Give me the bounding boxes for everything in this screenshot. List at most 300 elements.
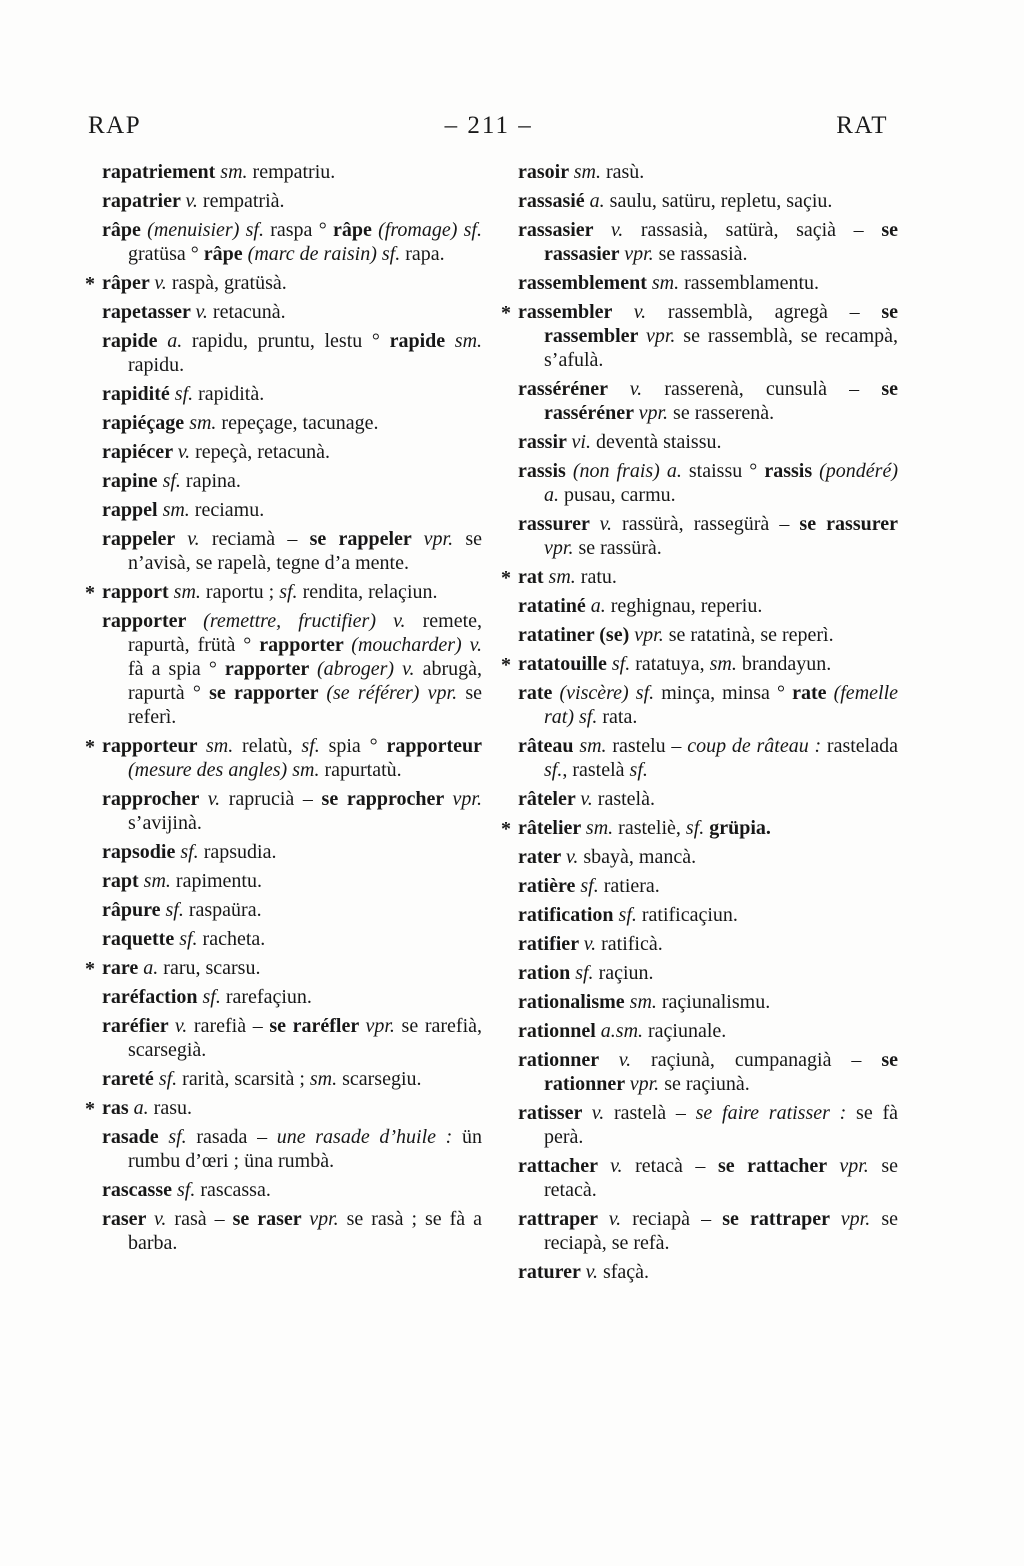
headword: rattacher [518,1155,611,1177]
headword: rassis [518,460,573,482]
pos-label: v. [565,846,579,868]
dictionary-entry [518,459,898,507]
dictionary-entry [102,1207,482,1255]
headword: rapidité [102,383,175,405]
headword: se rapporter [209,682,327,704]
translation-text: rempatriu. [247,161,336,183]
pos-label: sf. [162,470,181,492]
text-columns [85,160,899,1289]
headword: se rapprocher [321,788,453,810]
dictionary-entry [102,1067,482,1091]
pos-label: sf. [279,581,298,603]
dictionary-entry [501,652,898,676]
pos-label: sm. [143,870,171,892]
pos-label: vpr. [839,1155,869,1177]
dictionary-entry [518,874,898,898]
headword: ratatouille [518,653,612,675]
dictionary-entry [518,845,898,869]
pos-label: sf. [629,759,648,781]
translation-text: minça, minsa ° [654,682,793,704]
headword: rare [102,957,144,979]
dictionary-entry [102,840,482,864]
pos-label: sf. [685,817,705,839]
pos-label: sm. [309,1068,338,1090]
dictionary-entry [102,440,482,464]
headword: râteau [518,735,580,757]
pos-label: vpr. [634,624,664,646]
pos-label: sf. [174,383,194,405]
pos-label: v. [185,190,198,212]
pos-label: v. [599,513,612,535]
headword: ratatiné [518,595,591,617]
pos-label: sf. [202,986,221,1008]
headword: rappel [102,499,163,521]
headword: se rasséréner [544,378,898,424]
headword: rationner [518,1049,619,1071]
dictionary-entry [102,898,482,922]
pos-label: sm. [173,581,201,603]
pos-label: (se référer) vpr. [326,682,458,704]
dictionary-entry [85,580,482,604]
translation-text: rascassa. [195,1179,271,1201]
dictionary-entry [518,218,898,266]
pos-label: sf. [179,928,198,950]
headword: rationalisme [518,991,630,1013]
headword: se rappeler [309,528,424,550]
translation-text: rarefià – [187,1015,270,1037]
pos-label: sf. [180,841,199,863]
pos-label: vi. [571,431,591,453]
headword: raturer [518,1261,586,1283]
pos-label: sm. [162,499,190,521]
headword: rapsodie [102,841,181,863]
headword: rappeler [102,528,188,550]
star-marker: * [85,273,95,295]
translation-text: rassürà, rassegürà – [611,513,800,535]
translation-text: raru, scarsu. [158,957,261,979]
dictionary-entry [102,329,482,377]
headword: rassembler [518,301,634,323]
dictionary-entry [501,300,898,372]
translation-text: rastelu – [606,735,688,757]
pos-label: sm. [548,566,576,588]
headword: râpe [102,219,148,241]
translation-text: rapurtatù. [319,759,402,781]
dictionary-entry [102,1178,482,1202]
translation-text: rasà – [166,1208,233,1230]
dictionary-entry [102,527,482,575]
dictionary-entry [518,1154,898,1202]
translation-text: abrugà, rapurtà ° [128,658,482,704]
pos-label: (menuisier) sf. [147,219,264,241]
translation-text: fà a spia ° [128,658,225,680]
pos-label: sf. [168,1126,187,1148]
translation-text: rastelà – [604,1102,696,1124]
translation-text: se raçiunà. [659,1073,750,1095]
headword: rapiéçage [102,412,190,434]
translation-text: rapina. [180,470,241,492]
headword: rasséréner [518,378,630,400]
headword: râpe [203,243,248,265]
pos-label: sm. [629,991,657,1013]
translation-text: sbayà, mancà. [578,846,697,868]
headword: rassurer [518,513,600,535]
headword: rater [518,846,566,868]
pos-label: v. [177,441,191,463]
dictionary-entry [102,927,482,951]
translation-text: , rastelà [562,759,630,781]
dictionary-entry [518,932,898,956]
headword: rapport [102,581,174,603]
translation-text: repeçà, retacunà. [190,441,331,463]
headword: raréfier [102,1015,175,1037]
translation-text: ratificaçiun. [636,904,738,926]
headword: se rattacher [717,1155,840,1177]
headword: rapporter [224,658,318,680]
pos-label: vpr. [452,788,482,810]
star-marker: * [85,736,95,758]
pos-label: sm. [651,272,680,294]
headword: ras [102,1097,134,1119]
headword: rapide [389,330,455,352]
translation-text: se reciapà, se refà. [544,1208,898,1254]
dictionary-entry [518,160,898,184]
pos-label: v. [618,1049,632,1071]
translation-text: s’avijinà. [128,812,202,834]
translation-text: rasu. [148,1097,192,1119]
pos-label: coup de râteau : [687,735,822,757]
headword: raser [102,1208,155,1230]
dictionary-entry [102,189,482,213]
headword: raquette [102,928,180,950]
pos-label: (viscère) sf. [559,682,655,704]
pos-label: vpr. [645,325,676,347]
headword: rapiécer [102,441,178,463]
translation-text: rassasià, satürà, saçià – [623,219,882,241]
pos-label: sm. [585,817,614,839]
headword: ration [518,962,576,984]
headword: ratifier [518,933,584,955]
headword: râteler [518,788,581,810]
page-number: – 211 – [444,112,533,139]
pos-label: (non frais) a. [572,460,682,482]
dictionary-entry [85,271,482,295]
translation-text: se rassemblà, se recampà, s’afulà. [544,325,898,371]
pos-label: vpr. [544,537,574,559]
translation-text: rapa. [400,243,445,265]
headword: rareté [102,1068,159,1090]
translation-text: rastelada [821,735,898,757]
pos-label: v. [629,378,643,400]
translation-text: reciapà – [621,1208,723,1230]
pos-label: sf. [165,899,184,921]
translation-text: gratüsa ° [128,243,204,265]
pos-label: vpr. [629,1073,660,1095]
translation-text: staissu ° [681,460,765,482]
dictionary-entry [102,609,482,729]
pos-label: a. [590,595,606,617]
pos-label: a. [133,1097,149,1119]
headword: râpe [332,219,379,241]
dictionary-entry [518,512,898,560]
translation-text: rapimentu. [170,870,262,892]
headword: rate [518,682,560,704]
translation-text: raspa ° [263,219,333,241]
pos-label: se faire ratisser : [695,1102,847,1124]
dictionary-entry [501,565,898,589]
dictionary-entry [518,594,898,618]
translation-text: scarsegiu. [337,1068,422,1090]
pos-label: (remettre, fructifier) v. [203,610,406,632]
dictionary-entry [518,1019,898,1043]
headword: rattraper [518,1208,609,1230]
translation-text: ratu. [575,566,617,588]
pos-label: a.sm. [600,1020,644,1042]
translation-text: reciamu. [189,499,265,521]
pos-label: sm. [189,412,217,434]
pos-label: v. [195,301,208,323]
translation-text: rapidu. [128,354,185,376]
right-column [501,160,899,1289]
translation-text: ün rumbu d’œri ; üna rumbà. [128,1126,483,1172]
pos-label: vpr. [624,243,654,265]
headword: se raréfler [269,1015,366,1037]
translation-text: retacà – [622,1155,718,1177]
translation-text: rasù. [600,161,645,183]
star-marker: * [85,582,95,604]
pos-label: sf. [544,759,563,781]
translation-text: raçiunalismu. [656,991,771,1013]
headword: rapetasser [102,301,196,323]
running-header [88,112,888,140]
guide-word-right: RAT [836,112,888,139]
translation-text: reghignau, reperiu. [605,595,763,617]
translation-text: rempatrià. [197,190,285,212]
dictionary-entry [102,411,482,435]
translation-text: se rasserenà. [668,402,775,424]
dictionary-entry [518,961,898,985]
dictionary-entry [102,160,482,184]
translation-text: ratatuya, [630,653,710,675]
headword: râtelier [518,817,586,839]
headword: ratification [518,904,619,926]
translation-text: rapsudia. [198,841,277,863]
translation-text: se rarefià, scarsegià. [128,1015,483,1061]
translation-text: se retacà. [544,1155,899,1201]
pos-label: (marc de raisin) sf. [247,243,401,265]
headword: rasade [102,1126,169,1148]
translation-text: rendita, relaçiun. [297,581,438,603]
star-marker: * [501,654,511,676]
dictionary-entry [518,1260,898,1284]
pos-label: sf. [611,653,631,675]
pos-label: sm. [206,735,234,757]
dictionary-entry [518,1207,898,1255]
translation-text: reciamà – [199,528,310,550]
dictionary-entry [518,623,898,647]
headword: rassasier [518,219,611,241]
dictionary-entry [518,271,898,295]
translation-text: rapidu, pruntu, lestu ° [182,330,390,352]
translation-text: rarefaçiun. [220,986,312,1008]
translation-text: se rassasià. [653,243,748,265]
translation-text: ratiera. [598,875,660,897]
headword: se rassasier [544,219,898,265]
dictionary-entry [518,377,898,425]
dictionary-entry [102,498,482,522]
dictionary-entry [102,382,482,406]
translation-text: raportu ; [200,581,280,603]
translation-text: se rasà ; se fà a barba. [128,1208,482,1254]
headword: rascasse [102,1179,177,1201]
pos-label: v. [583,933,597,955]
guide-word-left: RAP [88,112,142,139]
dictionary-entry [518,734,898,782]
translation-text: sfaçà. [597,1261,650,1283]
pos-label: (fromage) sf. [378,219,482,241]
pos-label: a. [143,957,159,979]
translation-text: se ratatinà, se reperì. [663,624,834,646]
pos-label: v. [174,1015,188,1037]
dictionary-entry [518,1048,898,1096]
pos-label: vpr. [365,1015,395,1037]
translation-text: rasada – [186,1126,277,1148]
pos-label: sm. [454,330,483,352]
translation-text: rasserenà, cunsulà – [642,378,882,400]
dictionary-entry [501,816,898,840]
headword: ratatiner (se) [518,624,635,646]
pos-label: sf. [580,875,599,897]
headword: râper [102,272,155,294]
translation-text: pusau, carmu. [559,484,676,506]
headword: rationnel [518,1020,601,1042]
dictionary-entry [102,985,482,1009]
headword: rapporteur [386,735,482,757]
pos-label: v. [154,1208,167,1230]
dictionary-entry [518,681,898,729]
pos-label: v. [610,219,624,241]
translation-text: deventà staissu. [590,431,722,453]
pos-label: sf. [176,1179,196,1201]
pos-label: v. [610,1155,623,1177]
pos-label: sf. [618,904,637,926]
dictionary-entry [518,990,898,1014]
pos-label: sm. [709,653,737,675]
pos-label: v. [633,301,647,323]
translation-text: se rassürà. [573,537,662,559]
headword: se rattraper [722,1208,841,1230]
pos-label: vpr. [638,402,669,424]
pos-label: vpr. [309,1208,339,1230]
translation-text: se n’avisà, se rapelà, tegne d’a mente. [128,528,483,574]
translation-text: rata. [597,706,638,728]
translation-text: retacunà. [207,301,286,323]
dictionary-entry [85,1096,482,1120]
left-column [85,160,483,1289]
headword: râpure [102,899,166,921]
dictionary-entry [518,903,898,927]
headword: rassasié [518,190,590,212]
pos-label: v. [591,1102,605,1124]
dictionary-entry [102,300,482,324]
star-marker: * [501,567,511,589]
headword: raréfaction [102,986,203,1008]
star-marker: * [501,302,511,324]
dictionary-entry [102,1125,482,1173]
dictionary-entry [85,734,482,782]
dictionary-entry [102,869,482,893]
star-marker: * [85,958,95,980]
dictionary-entry [518,787,898,811]
pos-label: v. [608,1208,622,1230]
pos-label: sm. [579,735,607,757]
pos-label: (abroger) v. [317,658,415,680]
headword: se raser [232,1208,310,1230]
headword: se rassurer [799,513,898,535]
star-marker: * [501,818,511,840]
translation-text: rasteliè, [613,817,686,839]
pos-label: a. [589,190,605,212]
translation-text: relatù, [233,735,302,757]
pos-label: (moucharder) v. [351,634,482,656]
translation-text: ratificà. [596,933,663,955]
dictionary-entry [102,1014,482,1062]
headword: ratière [518,875,581,897]
headword: rassemblement [518,272,652,294]
translation-text: rarità, scarsità ; [177,1068,310,1090]
headword: rapprocher [102,788,208,810]
pos-label: v. [585,1261,598,1283]
dictionary-entry [102,469,482,493]
pos-label: v. [187,528,200,550]
translation-text: saulu, satüru, repletu, saçiu. [604,190,833,212]
pos-label: v. [154,272,167,294]
translation-text: remete, rapurtà, frütà ° [128,610,482,656]
translation-text: brandayun. [736,653,832,675]
translation-text: rassemblamentu. [679,272,820,294]
headword: grüpia. [704,817,771,839]
headword: rapine [102,470,163,492]
pos-label: v. [207,788,221,810]
translation-text: se fà perà. [544,1102,898,1148]
dictionary-entry [85,956,482,980]
translation-text: rassemblà, agregà – [646,301,882,323]
headword: rassis [764,460,820,482]
headword: rate [792,682,834,704]
headword: se rassembler [544,301,898,347]
pos-label: une rasade d’huile : [276,1126,453,1148]
translation-text: repeçage, tacunage. [216,412,379,434]
translation-text: racheta. [197,928,266,950]
translation-text: raspaüra. [183,899,262,921]
pos-label: (pondéré) a. [544,460,898,506]
translation-text: rastelà. [592,788,655,810]
dictionary-entry [518,1101,898,1149]
pos-label: (femelle rat) sf. [544,682,898,728]
pos-label: (mesure des angles) sm. [128,759,320,781]
headword: rat [518,566,549,588]
pos-label: sf. [158,1068,178,1090]
headword: rapatriement [102,161,221,183]
translation-text: se referì. [128,682,482,728]
translation-text: raprucià – [220,788,322,810]
headword: rapide [102,330,168,352]
headword: rapt [102,870,144,892]
headword: rapporter [102,610,204,632]
pos-label: sf. [301,735,320,757]
pos-label: a. [167,330,183,352]
pos-label: vpr. [840,1208,871,1230]
